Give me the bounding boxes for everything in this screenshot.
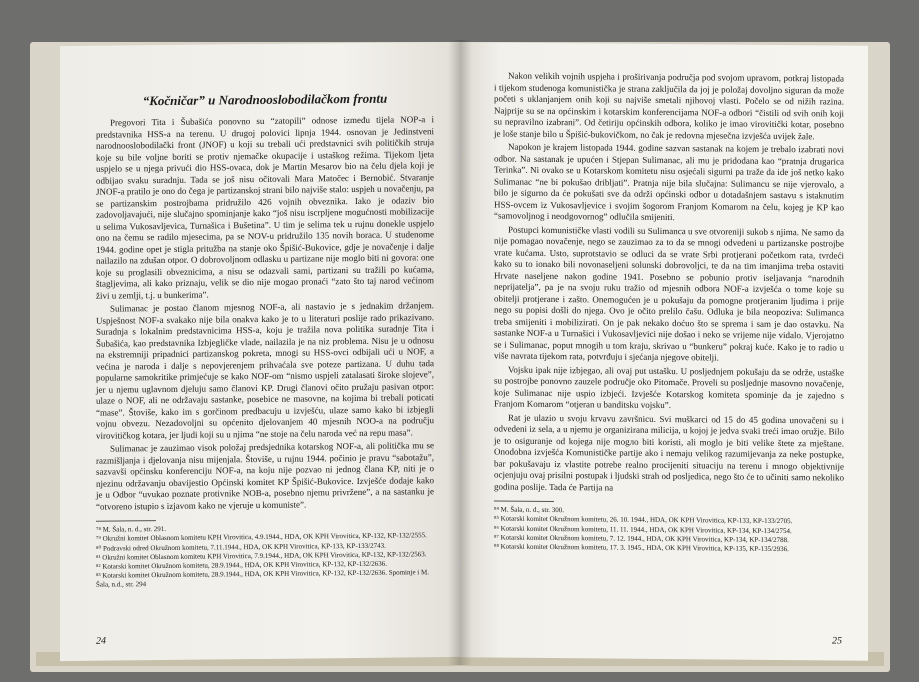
book-gutter xyxy=(448,40,472,665)
right-footnotes xyxy=(494,506,844,555)
page-number: 24 xyxy=(96,635,106,647)
footnote-divider xyxy=(96,520,156,522)
footnote: ⁸⁷ Kotarski komitet Okružnom komitetu, 7. 12. 1944., HDA, OK KPH Virovitica, KP-134, KP-134/2788. xyxy=(494,533,789,544)
footnote: ⁸⁵ Kotarski komitet Okružnom komitetu, 26. 10. 1944., HDA, OK KPH Virovitica, KP-133, KP-133/2705. xyxy=(494,514,793,526)
footnote-divider xyxy=(494,501,554,503)
binding-stitch xyxy=(458,560,460,568)
footnote: ⁸¹ Okružni komitet Oblasnom komitetu KPH Virovitica, 7.9.1944., HDA, OK KPH Virovitica, KP-132, KP-132/2563. xyxy=(96,550,427,562)
paragraph: Vojsku ipak nije izbjegao, ali ovaj put ustašku. U posljednjem pokušaju da se održe, ustaške su postrojbe ponovno zauzele područje oko Pitomače. Proveli su posljednje masovno novačenje, koje Sulimanac nije uspio izbjeći. Izvješće Kotarskog komiteta spominje da je zajedno s Franjom Komarom “otjeran u banditsku vojsku”. xyxy=(494,364,844,411)
binding-stitch xyxy=(458,150,460,158)
footnote: ⁷⁹ Okružni komitet Oblasnom komitetu KPH Virovitica, 4.9.1944., HDA, OK KPH Virovitica, KP-132, KP-132/2555. xyxy=(96,531,427,544)
footnote: ⁷⁸ M. Šala, n. d., str. 291. xyxy=(96,524,167,534)
footnote: ⁸⁰ Podravski odred Okružnom komitetu, 7.11.1944., HDA, OK KPH Virovitica, KP-133, KP-133/2743. xyxy=(96,541,386,553)
right-page xyxy=(460,42,868,661)
left-footnotes xyxy=(96,522,434,590)
paragraph: Rat je ulazio u svoju krvavu završnicu. Svi muškarci od 15 do 45 godina unovačeni su i odvedeni iz sela, a u njemu je organizirana milicija, u kojoj je jedva svaki treći imao oružje. Bilo je to osiguranje od kojega nije mogло biti koristi, ali moglo je biti velike štete za mještane. Onodobna izvješća Komunističke partije ako i nemaju velikog razumijevanja za neke postupke, bar pokušavaju iz vlastite potrebe realno procijeniti situaciju na terenu i mnogo objektivnije ocjenjuju ovaj prisilni postupak i ljudski strah od posljedica, nego što će to učiniti samo nekoliko godina poslije. Tada će Partija na xyxy=(494,412,844,493)
footnote: ⁸⁶ Kotarski komitet Okružnom komitetu, 11. 11. 1944., HDA, OK KPH Virovitica, KP-134, KP-134/2754. xyxy=(494,524,792,535)
left-page xyxy=(60,42,460,661)
right-body-text xyxy=(494,71,844,496)
footnote: ⁸⁸ Kotarski komitet Okružnom komitetu, 17. 3. 1945., HDA, OK KPH Virovitica, KP-135, KP-135/2936. xyxy=(494,542,789,554)
footnote: ⁸² Kotarski komitet Okružnom komitetu, 28.9.1944., HDA, OK KPH Virovitica, KP-132, KP-132/2636. xyxy=(96,559,387,571)
footnote: ⁸⁴ M. Šala, n. d., str. 300. xyxy=(494,505,565,515)
chapter-heading: “Kočničar” u Narodnooslobodilačkom frontu xyxy=(142,90,388,109)
paragraph: Nakon velikih vojnih uspjeha i proširivanja područja pod svojom upravom, potkraj listopada i tijekom studenoga komunistička je strana zaključila da joj je položaj dovoljno siguran da može početi s uklanjanjem onih koji su najviše smetali njihovoj vlasti. Počelo se od nižih razina. Najprije su se na općinskim i kotarskim konferencijama NOF-a odbori “čistili od svih onih koji su nepravilno izabrani”. Od četiriju općinskih odbora, koliko je imao virovitički kotar, posebno je loše stanje bilo u Špišić-bukovičkom, no čak je redovna mjesečna izvješća uvijek žale. xyxy=(494,70,844,141)
paragraph: Postupci komunističke vlasti vodili su Sulimanca u sve otvoreniji sukob s njima. Ne samo da nije pomagao novačenje, nego se zauzimao za to da se mnogi odvedeni u partizanske postrojbe vrate kućama. Usto, suprotstavio se odluci da se vrate Srbi protjerani početkom rata, tvrdeći kako su to ionako bili novonaseljeni solunski dobrovoljci, te da na tim imanjima treba ostaviti Hrvate naseljene nakon godine 1941. Posebno se pobunio protiv iseljavanja “narodnih neprijatelja”, pa je na svoju ruku tražio od mjesnih odbora NOF-a izvješća o tome koje su obitelji protjerane i zašto. Onemogućen je u pokušaju da pomogne protjeranim ljudima i prije nego su popisi došli do njega. Ovo je očito prelilo čašu. Odluka je bila neopoziva: Sulimanca treba smijeniti i mobilizirati. On je pak nekako doćuo što se sprema i sam je dao ostavku. Na sastanke NOF-a u Turnašici i Vukosavljevici nije došao i neko se vrijeme nije vidalo. Vjerojatno se i Sulimanac, poput mnogih u tom kraju, skrivao u “bunkeru” pokraj kuće. Kako je to radio u više navrata tijekom rata, potvrđuju i sjećanja njegove obitelji. xyxy=(494,224,844,363)
footnote: ⁸³ Kotarski komitet Okružnom komitetu, 28.9.1944., HDA, OK KPH Virovitica, KP-132, KP-132/2636. Spominje i M. Šala, n.d., str. 294 xyxy=(96,568,429,589)
binding-stitch xyxy=(458,450,460,458)
page-number: 25 xyxy=(832,635,842,647)
paragraph: Pregovori Tita i Šubašića ponovno su “zatopili” odnose između tijela NOP-a i predstavnika HSS-a na terenu. U drugoj polovici lipnja 1944. osnovan je Jedinstveni narodnooslobodilački front (JNOF) u koji su trebali ući predstavnici svih političkih struja koje su bile voljne boriti se protiv njemačke okupacije i ustaškog režima. Tijekom ljeta uspjelo se u njega privući dio HSS-ovaca, dok je Martin Mesarov bio na čelu djela koji je odbijao svaku suradnju. Tada se još nisu očitovali Mara Matočec i Bernobić. Stvaranje JNOF-a pratilo je ono do čega je partizanskoj strani bilo najviše stalo: uspjeh u novačenju, pa se partizanskim postrojbama pridružilo 426 vojnih obveznika. Iako je odaziv bio zadovoljavajući, nije slučajno spominjanje kako “još nisu iscrpljene mogućnosti mobilizacije u selima Vukosavljevica, Turnašica i Bušetina”. U tim je selima tek u rujnu donekle uspjelo ono na čemu se radilo mjesecima, pa se NOV-u pridružilo 135 novih boraca. U studenome 1944. godine opet je stigla pritužba na stanje oko Špišić-Bukovice, gdje je novačenje i dalje nailazilo na zdušan otpor. O dobrovoljnom odlasku u partizane nije moglo biti ni govora: one koje su proglasili obveznicima, a nisu se odazvali sami, partizani su tražili po kućama, štagljevima, ali kako priznaju, velik se dio nije mogao pronaći “zato što taj narod većinom živi u zemlji, t.j. u bunkerima”. xyxy=(96,114,434,301)
left-body-text xyxy=(96,114,434,513)
paragraph: Napokon je krajem listopada 1944. godine sazvan sastanak na kojem je trebalo izabrati novi odbor. Na sastanak je upućen i Stjepan Sulimanac, ali mu je pridodana kao “pratnja drugarica Terinka”. Ni ovako se u Kotarskom komitetu nisu osjećali sigurni pa traže da ide još netko kako Sulimanac “ne bi pokušao dribljati”. Pratnja nije bila slučajna: Sulimancu se nije vjerovalo, a bilo je sigurno da će pokušati sve da održi općinski odbor u dotadašnjem sastavu s istaknutim HSS-ovcem iz Vukosavljevice i svojim šogorom Franjom Komarom na čelu, kojeg je KP kao “samovoljnog i neodgovornog” odlučila smijeniti. xyxy=(494,141,844,223)
paragraph: Sulimanac je postao članom mjesnog NOF-a, ali nastavio je s jednakim držanjem. Uspješnost NOF-a svakako nije bila onakva kako je to u literaturi poslije rado prikazivano. Suradnja s lokalnim predstavnicima HSS-a, koju je tražila nova politika suradnje Tita i Šubašića, kao predstavnika Izbjegličke vlade, nailazila je na niz problema. Nisu je u odnosu na ekstremniji pripadnici partizanskog pokreta, mnogi su HSS-ovci odbijali ući u NOF, a većina je naroda i dalje s nepovjerenjem prihvaćala sve poteze partizana. U duhu tada popularne samokritike primjećuje se kako NOF-om “nismo uspjeli zatalasati široke slojeve”, jer u njemu uglavnom djeluju samo članovi KP. Drugi članovi očito pružaju pasivan otpor: ulaze o NOF, ali ne održavaju sastanke, posebice ne masovne, na kojima bi trebali poticati “mase”. Štoviše, kako im s gorčinom predbacuju u izvješću, ulaze samo kako bi izbjegli vojnu obvezu. Nezadovoljni su općenito djelovanjem 40 mjesnih NOO-a na području virovitičkog kotara, jer ljudi koji su u njima “ne stoje na čelu naroda već na repu masa”. xyxy=(96,300,434,441)
paragraph: Sulimanac je zauzimao visok položaj predsjednika kotarskog NOF-a, ali politička mu se razmišljanja i djelovanja nisu mijenjala. Štoviše, u rujnu 1944. počinio je pravu “sabotažu”, sazvavši općinsku konferenciju NOF-a, na koju nije pozvao ni jednog člana KP, niti je o njezinu održavanju obavijestio Općinski komitet KP Špišić-Bukovice. Izvješće dodaje kako je u Odbor “uvukao poznate protivnike NOB-a, posebno njemu privržene”, a na sastanku je “otvoreno istupio s izjavom kako ne vjeruje u komuniste”. xyxy=(96,440,434,512)
binding-stitch xyxy=(458,300,460,308)
